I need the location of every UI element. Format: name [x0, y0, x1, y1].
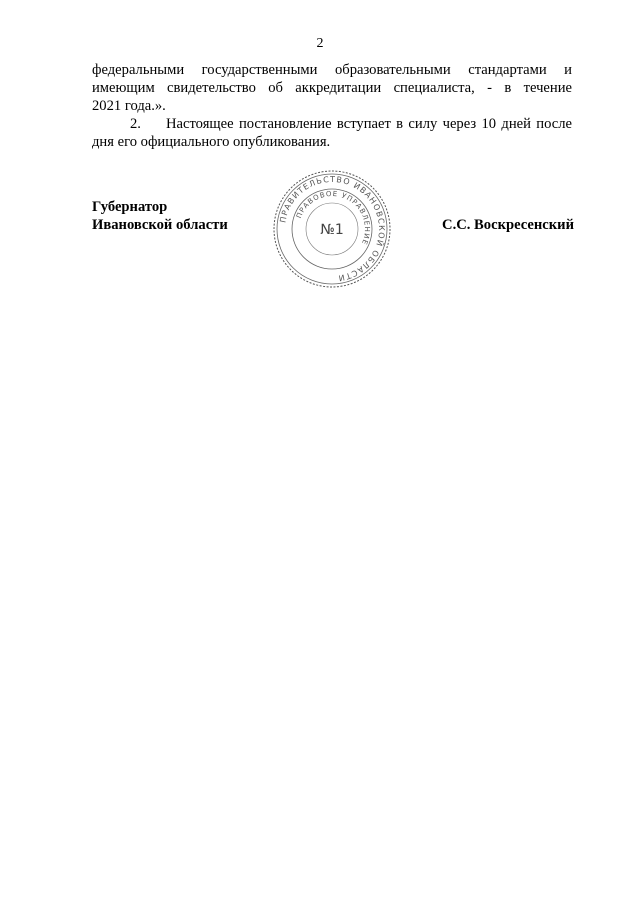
paragraph2-line2: дня его официального опубликования. [92, 134, 331, 150]
seal-center-text: №1 [320, 222, 344, 238]
signature-name: С.С. Воскресенский [442, 217, 574, 233]
paragraph2-number: 2. [130, 116, 141, 132]
seal-inner-text: ПРАВОВОЕ УПРАВЛЕНИЕ [294, 189, 372, 247]
seal-outer-text: ПРАВИТЕЛЬСТВО ИВАНОВСКОЙ ОБЛАСТИ [278, 174, 387, 283]
paragraph1-line2: имеющим свидетельство об аккредитации специалиста, - в течение [92, 80, 572, 96]
document-body [92, 61, 572, 151]
paragraph1-line3: 2021 года.». [92, 98, 166, 114]
official-seal [271, 168, 393, 290]
signature-position-line2: Ивановской области [92, 217, 228, 233]
signature-position [92, 198, 228, 234]
signature-position-line1: Губернатор [92, 199, 168, 215]
paragraph2-text: Настоящее постановление вступает в силу через 10 дней после [166, 116, 572, 132]
page-number: 2 [316, 36, 324, 51]
paragraph1-line1: федеральными государственными образовательными стандартами и [92, 62, 572, 78]
paragraph2-line1 [92, 115, 572, 133]
